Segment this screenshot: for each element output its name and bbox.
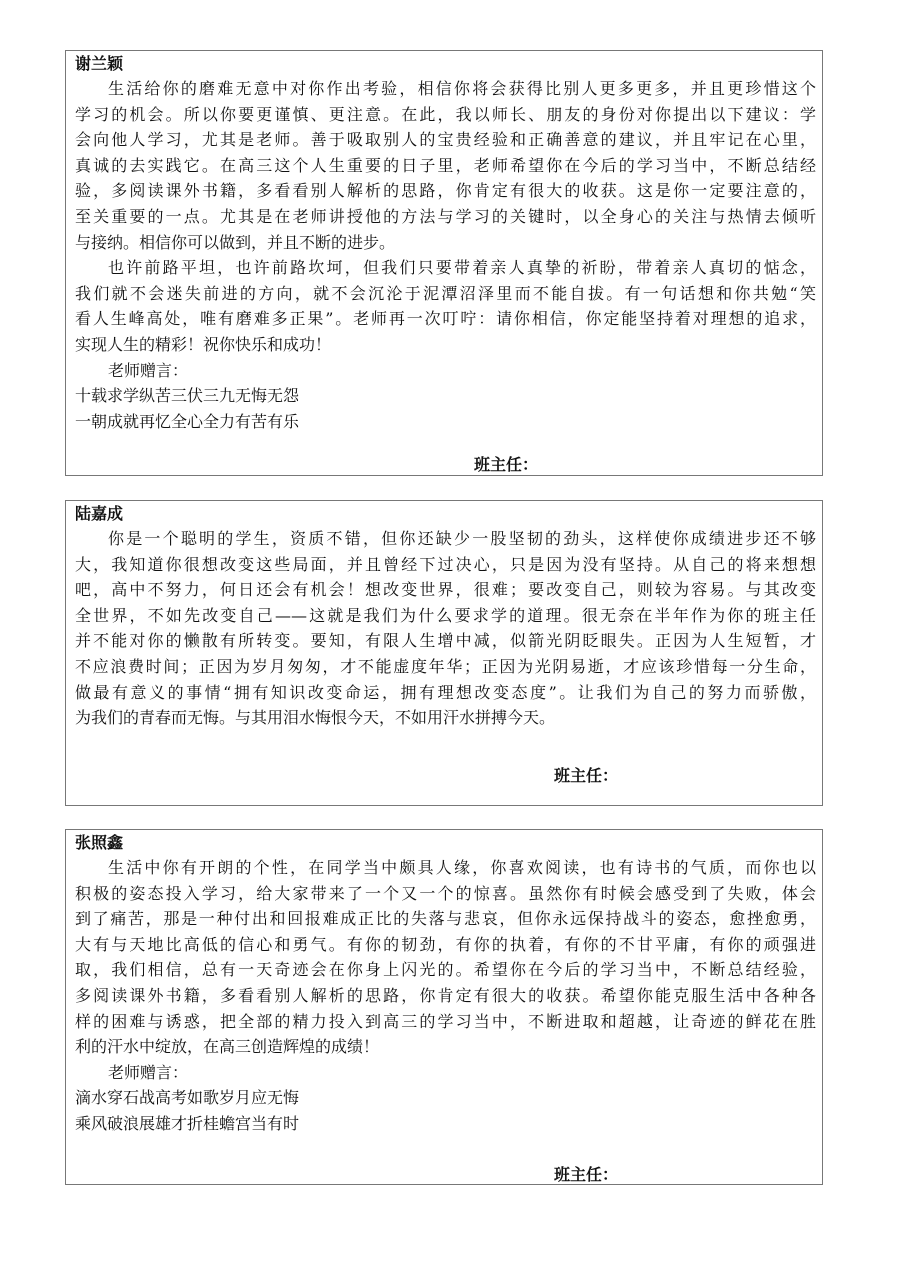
comment-line: 大，我知道你很想改变这些局面，并且曾经下过决心，只是因为没有坚持。从自己的将来想想 xyxy=(75,554,816,574)
comment-line: 积极的姿态投入学习，给大家带来了一个又一个的惊喜。虽然你有时候会感受到了失败，体会 xyxy=(75,883,816,903)
comment-line: 学习的机会。所以你要更谨慎、更注意。在此，我以师长、朋友的身份对你提出以下建议：学 xyxy=(75,104,816,124)
comment-line: 与接纳。相信你可以做到，并且不断的进步。 xyxy=(75,232,396,252)
comment-line: 到了痛苦，那是一种付出和回报难成正比的失落与悲哀，但你永远保持战斗的姿态，愈挫愈勇， xyxy=(75,909,816,929)
student-name: 谢兰颖 xyxy=(75,54,124,73)
comment-card-2 xyxy=(65,500,823,806)
comment-card-1 xyxy=(65,50,823,476)
student-name: 张照鑫 xyxy=(75,833,124,852)
head-teacher-signature-label: 班主任： xyxy=(474,455,539,474)
comment-line: 也许前路平坦，也许前路坎坷，但我们只要带着亲人真挚的祈盼，带着亲人真切的惦念， xyxy=(108,258,816,278)
comment-line: 真诚的去实践它。在高三这个人生重要的日子里，老师希望你在今后的学习当中，不断总结经 xyxy=(75,155,816,175)
comment-line: 验，多阅读课外书籍，多看看别人解析的思路，你肯定有很大的收获。这是你一定要注意的， xyxy=(75,181,816,201)
comment-line: 不应浪费时间；正因为岁月匆匆，才不能虚度年华；正因为光阴易逝，才应该珍惜每一分生命， xyxy=(75,656,816,676)
comment-line: 一朝成就再忆全心全力有苦有乐 xyxy=(75,411,300,431)
comment-line: 至关重要的一点。尤其是在老师讲授他的方法与学习的关键时，以全身心的关注与热情去倾听 xyxy=(75,206,816,226)
comment-line: 并不能对你的懒散有所转变。要知，有限人生增中减，似箭光阴眨眼失。正因为人生短暂，才 xyxy=(75,631,816,651)
comment-line: 样的困难与诱惑，把全部的精力投入到高三的学习当中，不断进取和超越，让奇迹的鲜花在胜 xyxy=(75,1011,816,1031)
comment-line: 你是一个聪明的学生，资质不错，但你还缺少一股坚韧的劲头，这样使你成绩进步还不够 xyxy=(108,529,816,548)
comment-line: 实现人生的精彩！祝你快乐和成功！ xyxy=(75,334,332,354)
comment-line: 老师赠言： xyxy=(108,1062,189,1082)
comment-line: 多阅读课外书籍，多看看别人解析的思路，你肯定有很大的收获。希望你能克服生活中各种各 xyxy=(75,985,816,1005)
student-name: 陆嘉成 xyxy=(75,504,124,523)
comment-line: 滴水穿石战高考如歌岁月应无悔 xyxy=(75,1088,300,1108)
head-teacher-signature-label: 班主任： xyxy=(554,766,619,785)
comment-line: 生活给你的磨难无意中对你作出考验，相信你将会获得比别人更多更多，并且更珍惜这个 xyxy=(108,79,816,98)
comment-line: 看人生峰高处，唯有磨难多正果”。老师再一次叮咛：请你相信，你定能坚持着对理想的追求， xyxy=(75,309,816,329)
comment-line: 全世界，不如先改变自己——这就是我们为什么要求学的道理。很无奈在半年作为你的班主任 xyxy=(75,605,816,625)
comment-line: 我们就不会迷失前进的方向，就不会沉沦于泥潭沼泽里而不能自拔。有一句话想和你共勉“笑 xyxy=(75,283,816,303)
comment-line: 乘风破浪展雄才折桂蟾宫当有时 xyxy=(75,1113,300,1133)
comment-card-3 xyxy=(65,829,823,1185)
comment-line: 为我们的青春而无悔。与其用泪水悔恨今天，不如用汗水拼搏今天。 xyxy=(75,708,556,728)
comment-line: 会向他人学习，尤其是老师。善于吸取别人的宝贵经验和正确善意的建议，并且牢记在心里， xyxy=(75,130,816,150)
comment-line: 吧，高中不努力，何日还会有机会！想改变世界，很难；要改变自己，则较为容易。与其改变 xyxy=(75,580,816,600)
comment-line: 取，我们相信，总有一天奇迹会在你身上闪光的。希望你在今后的学习当中，不断总结经验， xyxy=(75,960,816,980)
comment-line: 老师赠言： xyxy=(108,360,189,380)
head-teacher-signature-label: 班主任： xyxy=(554,1165,619,1184)
comment-line: 十载求学纵苦三伏三九无悔无怨 xyxy=(75,386,300,406)
comment-line: 生活中你有开朗的个性，在同学当中颇具人缘，你喜欢阅读，也有诗书的气质，而你也以 xyxy=(108,858,816,877)
comment-line: 大有与天地比高低的信心和勇气。有你的韧劲，有你的执着，有你的不甘平庸，有你的顽强进 xyxy=(75,934,816,954)
comment-line: 利的汗水中绽放，在高三创造辉煌的成绩！ xyxy=(75,1037,380,1057)
comment-line: 做最有意义的事情“拥有知识改变命运，拥有理想改变态度”。让我们为自己的努力而骄傲， xyxy=(75,682,816,702)
